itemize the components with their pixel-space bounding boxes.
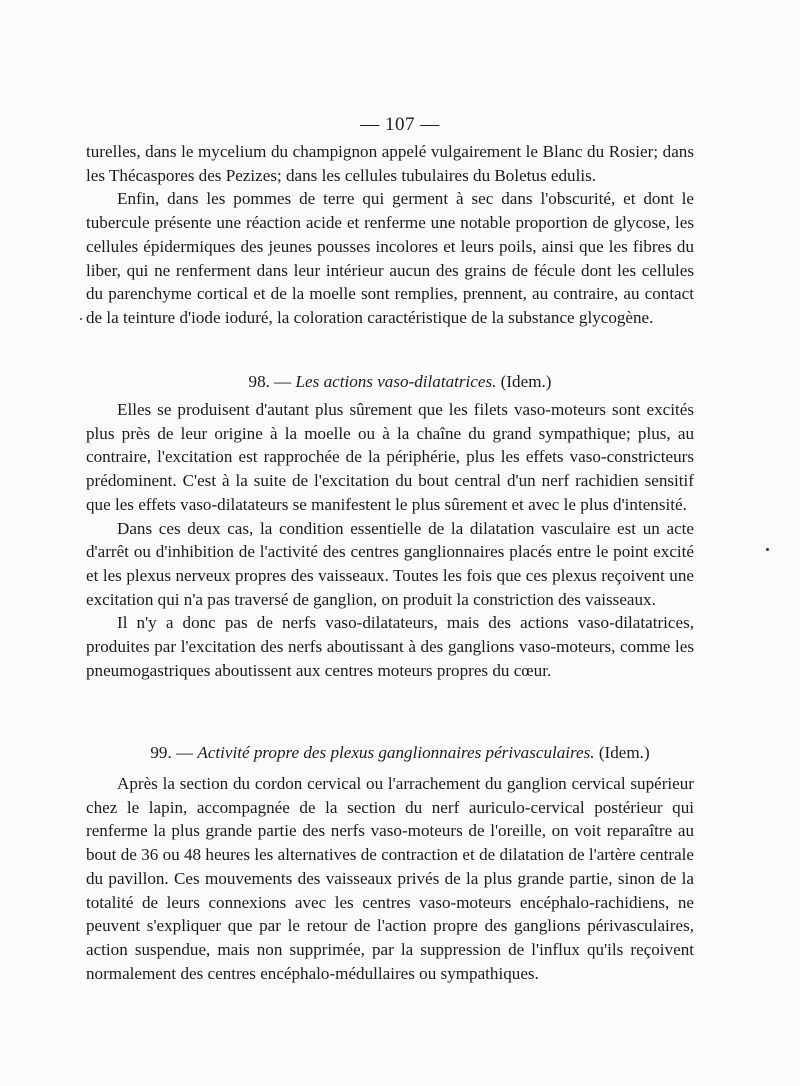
- section-heading-98: [0, 372, 800, 392]
- paragraph: turelles, dans le mycelium du champignon appelé vulgairement le Blanc du Rosier; dans les Thécaspores des Pezizes; dans les cellules tubulaires du Boletus edulis.: [86, 142, 694, 185]
- section-99-body: [86, 772, 694, 985]
- section-heading-99: [0, 743, 800, 763]
- continued-text-block: [86, 140, 694, 330]
- ink-speck: [766, 548, 769, 551]
- section-reference: (Idem.): [500, 372, 552, 391]
- section-reference: (Idem.): [598, 743, 650, 762]
- section-98-body: [86, 398, 694, 682]
- section-number: 99. —: [150, 743, 194, 762]
- paragraph: Dans ces deux cas, la condition essentielle de la dilatation vasculaire est un acte d'arrêt ou d'inhibition de l'activité des centres ganglionnaires placés entre le point excité et les plexus nerveux propres des vaisseaux. Toutes les fois que ces plexus reçoivent une excitation qui n'a pas traversé de ganglion, on produit la constriction des vaisseaux.: [86, 518, 694, 609]
- section-title: Activité propre des plexus ganglionnaires périvasculaires.: [197, 743, 595, 762]
- ink-speck: [80, 318, 82, 320]
- paragraph: Après la section du cordon cervical ou l'arrachement du ganglion cervical supérieur chez le lapin, accompagnée de la section du nerf auriculo-cervical postérieur qui renferme la plus grande partie des nerfs vaso-moteurs de l'oreille, on voit reparaître au bout de 36 ou 48 heures les alternatives de contraction et de dilatation de l'artère centrale du pavillon. Ces mouvements des vaisseaux privés de la plus grande partie, sinon de la totalité de leurs connexions avec les centres vaso-moteurs encéphalo-rachidiens, ne peuvent s'expliquer que par le retour de l'action propre des ganglions périvasculaires, action suspendue, mais non supprimée, par la suppression de l'influx qu'ils reçoivent normalement des centres encéphalo-médullaires ou sympathiques.: [86, 774, 694, 983]
- section-title: Les actions vaso-dilatatrices.: [295, 372, 497, 391]
- paragraph: Il n'y a donc pas de nerfs vaso-dilatateurs, mais des actions vaso-dilatatrices, produites par l'excitation des nerfs aboutissant à des ganglions vaso-moteurs, comme les pneumogastriques aboutissent aux centres moteurs propres du cœur.: [86, 613, 694, 680]
- page-number: — 107 —: [360, 114, 440, 135]
- paragraph: Enfin, dans les pommes de terre qui germent à sec dans l'obscurité, et dont le tubercule présente une réaction acide et renferme une notable proportion de glycose, les cellules épidermiques des jeunes pousses incolores et leurs poils, ainsi que les fibres du liber, qui ne renferment dans leur intérieur aucun des grains de fécule dont les cellules du parenchyme cortical et de la moelle sont remplies, prennent, au contraire, au contact de la teinture d'iode ioduré, la coloration caractéristique de la substance glycogène.: [86, 189, 694, 327]
- section-number: 98. —: [248, 372, 292, 391]
- paragraph: Elles se produisent d'autant plus sûrement que les filets vaso-moteurs sont excités plus près de leur origine à la moelle ou à la chaîne du grand sympathique; plus, au contraire, l'excitation est rapprochée de la périphérie, plus les effets vaso-constricteurs prédominent. C'est à la suite de l'excitation du bout central d'un nerf rachidien sensitif que les effets vaso-dilatateurs se manifestent le plus sûrement et avec le plus d'intensité.: [86, 400, 694, 514]
